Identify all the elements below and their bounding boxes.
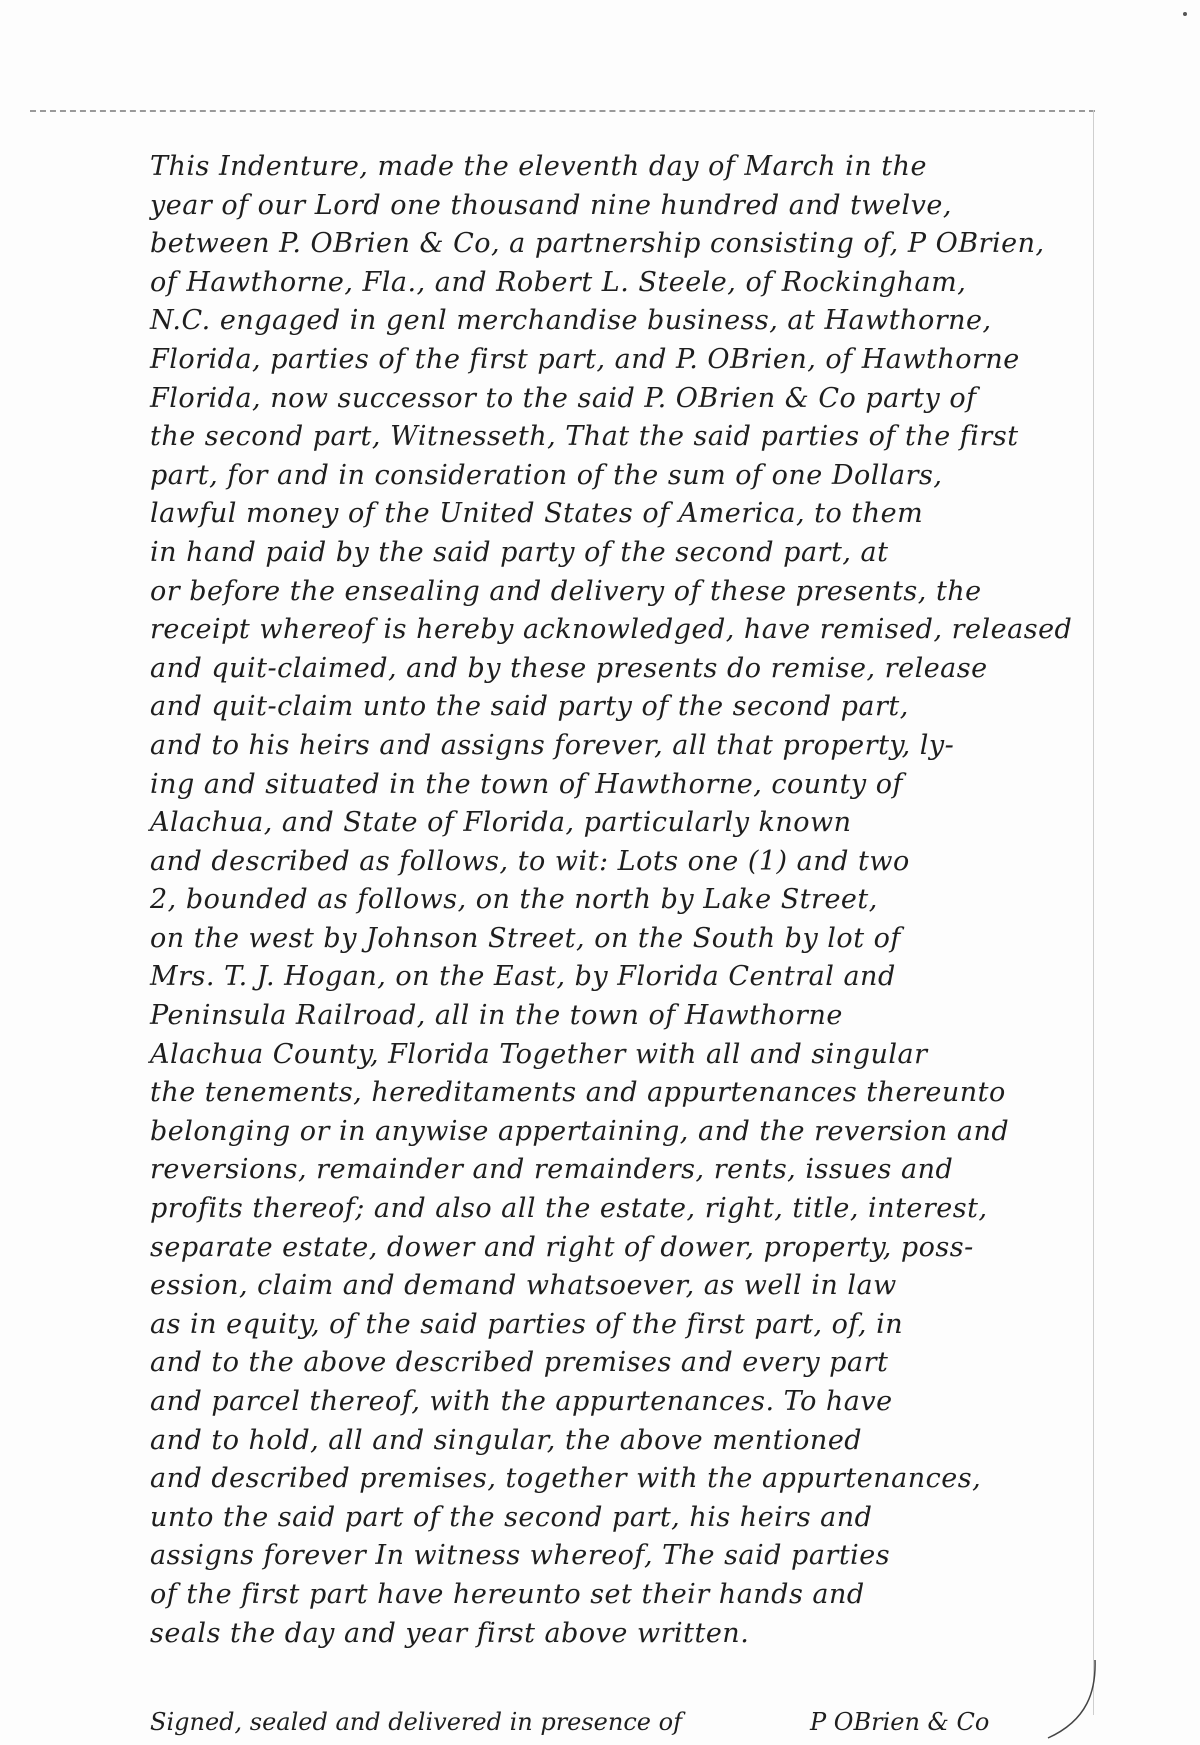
- text-line: and to the above described premises and every part: [150, 1347, 889, 1379]
- text-line: seals the day and year first above written.: [150, 1617, 750, 1649]
- page-corner-curl: [1040, 1660, 1100, 1740]
- indenture-body: [150, 148, 1100, 1653]
- text-line: and quit-claim unto the said party of the second part,: [150, 691, 909, 723]
- text-line: lawful money of the United States of America, to them: [150, 498, 924, 530]
- text-line: Mrs. T. J. Hogan, on the East, by Florida Central and: [150, 961, 896, 993]
- text-line: belonging or in anywise appertaining, and the reversion and: [150, 1115, 1010, 1147]
- text-line: unto the said part of the second part, his heirs and: [150, 1501, 873, 1533]
- text-line: Alachua, and State of Florida, particularly known: [150, 807, 852, 839]
- text-line: on the west by Johnson Street, on the South by lot of: [150, 922, 901, 954]
- text-line: and quit-claimed, and by these presents do remise, release: [150, 652, 988, 684]
- text-line: in hand paid by the said party of the second part, at: [150, 536, 889, 568]
- text-line: as in equity, of the said parties of the first part, of, in: [150, 1308, 904, 1340]
- text-line: and parcel thereof, with the appurtenances. To have: [150, 1386, 893, 1417]
- text-line: ing and situated in the town of Hawthorne, county of: [150, 768, 903, 800]
- text-line: of the first part have hereunto set their hands and: [150, 1578, 865, 1610]
- witness-clause: Signed, sealed and delivered in presence of: [150, 1708, 682, 1736]
- signature: P OBrien & Co: [810, 1708, 990, 1736]
- text-line: ession, claim and demand whatsoever, as well in law: [150, 1270, 897, 1302]
- text-line: 2, bounded as follows, on the north by Lake Street,: [150, 884, 878, 916]
- text-line: Florida, now successor to the said P. OBrien & Co party of: [150, 382, 977, 414]
- text-line: separate estate, dower and right of dower, property, poss-: [150, 1231, 974, 1263]
- text-line: assigns forever In witness whereof, The said parties: [150, 1540, 891, 1572]
- text-line: Florida, parties of the first part, and P. OBrien, of Hawthorne: [150, 343, 1020, 375]
- signature-row: [150, 1705, 1090, 1739]
- text-line: receipt whereof is hereby acknowledged, have remised, released: [150, 614, 1073, 646]
- corner-mark: [1183, 12, 1187, 16]
- text-line: of Hawthorne, Fla., and Robert L. Steele, of Rockingham,: [150, 266, 967, 298]
- text-line: and described as follows, to wit: Lots one (1) and two: [150, 845, 910, 877]
- text-line: and described premises, together with the appurtenances,: [150, 1463, 982, 1495]
- text-line: the tenements, hereditaments and appurtenances thereunto: [150, 1077, 1006, 1109]
- text-line: year of our Lord one thousand nine hundred and twelve,: [150, 189, 952, 221]
- page-top-rule: [30, 110, 1095, 112]
- text-line: the second part, Witnesseth, That the said parties of the first: [150, 421, 1019, 453]
- text-line: profits thereof; and also all the estate, right, title, interest,: [150, 1193, 988, 1225]
- text-line: Peninsula Railroad, all in the town of Hawthorne: [150, 1000, 843, 1032]
- text-line: N.C. engaged in genl merchandise business, at Hawthorne,: [150, 305, 992, 337]
- text-line: Alachua County, Florida Together with all and singular: [150, 1038, 928, 1070]
- text-line: or before the ensealing and delivery of these presents, the: [150, 575, 982, 607]
- text-line: and to his heirs and assigns forever, all that property, ly-: [150, 729, 955, 761]
- text-line: part, for and in consideration of the sum of one Dollars,: [150, 459, 943, 491]
- text-line: This Indenture, made the eleventh day of March in the: [150, 151, 927, 182]
- text-line: and to hold, all and singular, the above mentioned: [150, 1424, 863, 1456]
- text-line: between P. OBrien & Co, a partnership consisting of, P OBrien,: [150, 228, 1045, 260]
- text-line: reversions, remainder and remainders, rents, issues and: [150, 1154, 954, 1186]
